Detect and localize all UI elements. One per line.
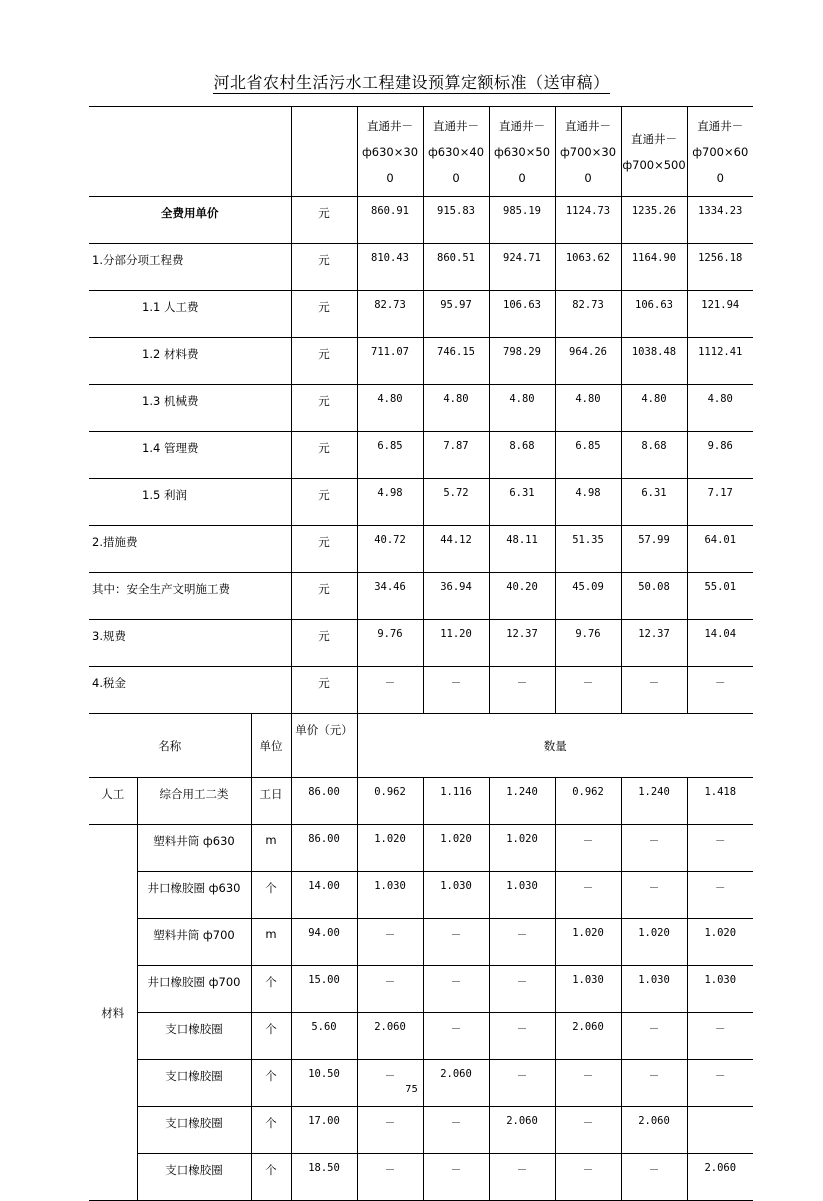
price-cell: 14.00 bbox=[291, 872, 357, 919]
column-header: 直通井－ ф630×30 0 bbox=[357, 107, 423, 197]
name-header: 名称 bbox=[89, 714, 251, 778]
cost-row bbox=[89, 479, 753, 526]
header-unit-blank bbox=[291, 107, 357, 197]
resource-name: 综合用工二类 bbox=[137, 778, 251, 825]
unit-cell: 元 bbox=[291, 291, 357, 338]
unit-cell: 个 bbox=[251, 1154, 291, 1201]
quantity-cell: 1.240 bbox=[489, 778, 555, 825]
cost-row bbox=[89, 338, 753, 385]
quantity-cell: － bbox=[621, 1013, 687, 1060]
column-header: 直通井－ ф700×30 0 bbox=[555, 107, 621, 197]
value-cell: － bbox=[489, 667, 555, 714]
resource-name: 塑料井筒 ф630 bbox=[137, 825, 251, 872]
quantity-cell: 2.060 bbox=[357, 1013, 423, 1060]
quantity-cell: － bbox=[423, 966, 489, 1013]
quantity-cell: － bbox=[687, 872, 753, 919]
resource-name: 井口橡胶圈 ф700 bbox=[137, 966, 251, 1013]
value-cell: 34.46 bbox=[357, 573, 423, 620]
material-row bbox=[89, 1013, 753, 1060]
unit-cell: m bbox=[251, 825, 291, 872]
quantity-cell bbox=[687, 1107, 753, 1154]
value-cell: 57.99 bbox=[621, 526, 687, 573]
quantity-cell: － bbox=[423, 1154, 489, 1201]
cost-row bbox=[89, 620, 753, 667]
cost-row bbox=[89, 291, 753, 338]
cost-row bbox=[89, 667, 753, 714]
labor-category: 人工 bbox=[89, 778, 137, 825]
cost-item-label: 1.2 材料费 bbox=[89, 338, 291, 385]
resource-header-row bbox=[89, 714, 753, 778]
value-cell: 95.97 bbox=[423, 291, 489, 338]
quantity-cell: － bbox=[423, 1013, 489, 1060]
quantity-cell: － bbox=[621, 872, 687, 919]
value-cell: 1112.41 bbox=[687, 338, 753, 385]
value-cell: 4.80 bbox=[357, 385, 423, 432]
price-cell: 18.50 bbox=[291, 1154, 357, 1201]
quantity-cell: － bbox=[357, 919, 423, 966]
value-cell: 106.63 bbox=[489, 291, 555, 338]
cost-row bbox=[89, 197, 753, 244]
value-cell: 1063.62 bbox=[555, 244, 621, 291]
quantity-cell: － bbox=[357, 1060, 423, 1107]
value-cell: 924.71 bbox=[489, 244, 555, 291]
quantity-cell: 1.020 bbox=[423, 825, 489, 872]
value-cell: 50.08 bbox=[621, 573, 687, 620]
value-cell: － bbox=[687, 667, 753, 714]
quantity-cell: 1.240 bbox=[621, 778, 687, 825]
cost-item-label: 1.5 利润 bbox=[89, 479, 291, 526]
value-cell: 12.37 bbox=[621, 620, 687, 667]
quantity-cell: 1.030 bbox=[489, 872, 555, 919]
resource-name: 支口橡胶圈 bbox=[137, 1107, 251, 1154]
value-cell: 55.01 bbox=[687, 573, 753, 620]
value-cell: 985.19 bbox=[489, 197, 555, 244]
quantity-cell: 1.418 bbox=[687, 778, 753, 825]
quantity-cell: 1.030 bbox=[357, 872, 423, 919]
value-cell: － bbox=[555, 667, 621, 714]
unit-cell: 元 bbox=[291, 244, 357, 291]
value-cell: 11.20 bbox=[423, 620, 489, 667]
quantity-cell: 0.962 bbox=[555, 778, 621, 825]
value-cell: 6.31 bbox=[489, 479, 555, 526]
quantity-cell: － bbox=[555, 825, 621, 872]
cost-row bbox=[89, 526, 753, 573]
column-header: 直通井－ ф700×500 bbox=[621, 107, 687, 197]
value-cell: － bbox=[357, 667, 423, 714]
unit-cell: 元 bbox=[291, 526, 357, 573]
value-cell: 4.80 bbox=[621, 385, 687, 432]
value-cell: 6.85 bbox=[357, 432, 423, 479]
page-number: 75 bbox=[405, 1084, 418, 1095]
quantity-cell: 1.020 bbox=[555, 919, 621, 966]
unit-cell: 元 bbox=[291, 620, 357, 667]
value-cell: 9.76 bbox=[555, 620, 621, 667]
quantity-cell: 2.060 bbox=[687, 1154, 753, 1201]
cost-item-label: 其中：安全生产文明施工费 bbox=[89, 573, 291, 620]
unit-cell: 元 bbox=[291, 573, 357, 620]
value-cell: 860.51 bbox=[423, 244, 489, 291]
value-cell: 4.80 bbox=[423, 385, 489, 432]
value-cell: 860.91 bbox=[357, 197, 423, 244]
unit-cell: 个 bbox=[251, 1107, 291, 1154]
unit-cell: 个 bbox=[251, 872, 291, 919]
resource-name: 井口橡胶圈 ф630 bbox=[137, 872, 251, 919]
unit-cell: 工日 bbox=[251, 778, 291, 825]
quantity-cell: － bbox=[423, 919, 489, 966]
value-cell: 82.73 bbox=[555, 291, 621, 338]
column-header: 直通井－ ф630×50 0 bbox=[489, 107, 555, 197]
value-cell: 8.68 bbox=[621, 432, 687, 479]
value-cell: 40.72 bbox=[357, 526, 423, 573]
price-cell: 86.00 bbox=[291, 825, 357, 872]
unit-cell: m bbox=[251, 919, 291, 966]
quantity-header: 数量 bbox=[357, 714, 753, 778]
header-row bbox=[89, 107, 753, 197]
value-cell: 4.98 bbox=[357, 479, 423, 526]
quantity-cell: 2.060 bbox=[555, 1013, 621, 1060]
price-cell: 86.00 bbox=[291, 778, 357, 825]
column-header: 直通井－ ф700×60 0 bbox=[687, 107, 753, 197]
material-row bbox=[89, 872, 753, 919]
unit-cell: 元 bbox=[291, 197, 357, 244]
value-cell: 1038.48 bbox=[621, 338, 687, 385]
document-title-text: 河北省农村生活污水工程建设预算定额标准（送审稿） bbox=[213, 73, 610, 92]
quantity-cell: － bbox=[687, 1013, 753, 1060]
quantity-cell: 2.060 bbox=[423, 1060, 489, 1107]
value-cell: 4.80 bbox=[555, 385, 621, 432]
quantity-cell: 1.020 bbox=[687, 919, 753, 966]
cost-row bbox=[89, 573, 753, 620]
value-cell: 7.17 bbox=[687, 479, 753, 526]
quantity-cell: － bbox=[621, 1154, 687, 1201]
cost-item-label: 1.1 人工费 bbox=[89, 291, 291, 338]
quantity-cell: － bbox=[423, 1107, 489, 1154]
quantity-cell: 1.030 bbox=[687, 966, 753, 1013]
cost-row bbox=[89, 385, 753, 432]
quantity-cell: － bbox=[489, 1013, 555, 1060]
quantity-cell: 2.060 bbox=[489, 1107, 555, 1154]
value-cell: 45.09 bbox=[555, 573, 621, 620]
value-cell: 1235.26 bbox=[621, 197, 687, 244]
value-cell: 48.11 bbox=[489, 526, 555, 573]
quantity-cell: － bbox=[555, 872, 621, 919]
quantity-cell: 0.962 bbox=[357, 778, 423, 825]
quantity-cell: － bbox=[621, 1060, 687, 1107]
material-row bbox=[89, 825, 753, 872]
value-cell: 4.98 bbox=[555, 479, 621, 526]
quantity-cell: － bbox=[621, 825, 687, 872]
value-cell: 1256.18 bbox=[687, 244, 753, 291]
cost-row bbox=[89, 244, 753, 291]
quantity-cell: － bbox=[687, 825, 753, 872]
value-cell: 9.76 bbox=[357, 620, 423, 667]
value-cell: 1164.90 bbox=[621, 244, 687, 291]
price-cell: 15.00 bbox=[291, 966, 357, 1013]
unit-header: 单位 bbox=[251, 714, 291, 778]
value-cell: 5.72 bbox=[423, 479, 489, 526]
value-cell: － bbox=[621, 667, 687, 714]
cost-item-label: 1.分部分项工程费 bbox=[89, 244, 291, 291]
value-cell: 8.68 bbox=[489, 432, 555, 479]
unit-cell: 元 bbox=[291, 385, 357, 432]
value-cell: 4.80 bbox=[687, 385, 753, 432]
quantity-cell: － bbox=[489, 1154, 555, 1201]
quantity-cell: 1.020 bbox=[621, 919, 687, 966]
cost-item-label: 3.规费 bbox=[89, 620, 291, 667]
value-cell: 4.80 bbox=[489, 385, 555, 432]
quantity-cell: 1.020 bbox=[489, 825, 555, 872]
quantity-cell: 1.030 bbox=[621, 966, 687, 1013]
unit-cell: 元 bbox=[291, 338, 357, 385]
cost-item-label: 2.措施费 bbox=[89, 526, 291, 573]
material-row bbox=[89, 966, 753, 1013]
price-cell: 5.60 bbox=[291, 1013, 357, 1060]
quantity-cell: － bbox=[555, 1060, 621, 1107]
price-cell: 17.00 bbox=[291, 1107, 357, 1154]
quantity-cell: － bbox=[357, 1107, 423, 1154]
quota-table bbox=[89, 106, 753, 1201]
value-cell: 121.94 bbox=[687, 291, 753, 338]
cost-item-label: 1.3 机械费 bbox=[89, 385, 291, 432]
value-cell: 810.43 bbox=[357, 244, 423, 291]
cost-item-label: 1.4 管理费 bbox=[89, 432, 291, 479]
resource-name: 支口橡胶圈 bbox=[137, 1060, 251, 1107]
quantity-cell: 1.030 bbox=[423, 872, 489, 919]
quantity-cell: － bbox=[555, 1107, 621, 1154]
material-category: 材料 bbox=[89, 825, 137, 1201]
quantity-cell: － bbox=[357, 966, 423, 1013]
unit-cell: 个 bbox=[251, 966, 291, 1013]
value-cell: 106.63 bbox=[621, 291, 687, 338]
quantity-cell: 1.020 bbox=[357, 825, 423, 872]
unit-cell: 元 bbox=[291, 667, 357, 714]
value-cell: 14.04 bbox=[687, 620, 753, 667]
price-header: 单价（元） bbox=[291, 714, 357, 778]
price-cell: 10.50 bbox=[291, 1060, 357, 1107]
quantity-cell: － bbox=[489, 919, 555, 966]
value-cell: 1334.23 bbox=[687, 197, 753, 244]
resource-name: 塑料井筒 ф700 bbox=[137, 919, 251, 966]
labor-row bbox=[89, 778, 753, 825]
resource-name: 支口橡胶圈 bbox=[137, 1013, 251, 1060]
material-row bbox=[89, 1107, 753, 1154]
resource-name: 支口橡胶圈 bbox=[137, 1154, 251, 1201]
value-cell: 82.73 bbox=[357, 291, 423, 338]
price-cell: 94.00 bbox=[291, 919, 357, 966]
value-cell: 7.87 bbox=[423, 432, 489, 479]
value-cell: 40.20 bbox=[489, 573, 555, 620]
material-row bbox=[89, 919, 753, 966]
unit-cell: 个 bbox=[251, 1060, 291, 1107]
value-cell: 6.31 bbox=[621, 479, 687, 526]
header-blank bbox=[89, 107, 291, 197]
quantity-cell: － bbox=[687, 1060, 753, 1107]
quantity-cell: 1.116 bbox=[423, 778, 489, 825]
value-cell: 746.15 bbox=[423, 338, 489, 385]
material-row bbox=[89, 1154, 753, 1201]
value-cell: 6.85 bbox=[555, 432, 621, 479]
value-cell: 9.86 bbox=[687, 432, 753, 479]
value-cell: 12.37 bbox=[489, 620, 555, 667]
cost-item-label: 全费用单价 bbox=[89, 197, 291, 244]
value-cell: 915.83 bbox=[423, 197, 489, 244]
quantity-cell: 1.030 bbox=[555, 966, 621, 1013]
quantity-cell: 2.060 bbox=[621, 1107, 687, 1154]
quantity-cell: － bbox=[489, 966, 555, 1013]
unit-cell: 个 bbox=[251, 1013, 291, 1060]
value-cell: 44.12 bbox=[423, 526, 489, 573]
material-row bbox=[89, 1060, 753, 1107]
unit-cell: 元 bbox=[291, 479, 357, 526]
cost-row bbox=[89, 432, 753, 479]
quantity-cell: － bbox=[357, 1154, 423, 1201]
value-cell: 798.29 bbox=[489, 338, 555, 385]
unit-cell: 元 bbox=[291, 432, 357, 479]
value-cell: － bbox=[423, 667, 489, 714]
cost-item-label: 4.税金 bbox=[89, 667, 291, 714]
quantity-cell: － bbox=[555, 1154, 621, 1201]
value-cell: 964.26 bbox=[555, 338, 621, 385]
value-cell: 64.01 bbox=[687, 526, 753, 573]
quantity-cell: － bbox=[489, 1060, 555, 1107]
column-header: 直通井－ ф630×40 0 bbox=[423, 107, 489, 197]
value-cell: 36.94 bbox=[423, 573, 489, 620]
value-cell: 1124.73 bbox=[555, 197, 621, 244]
value-cell: 51.35 bbox=[555, 526, 621, 573]
document-title bbox=[0, 70, 823, 93]
value-cell: 711.07 bbox=[357, 338, 423, 385]
